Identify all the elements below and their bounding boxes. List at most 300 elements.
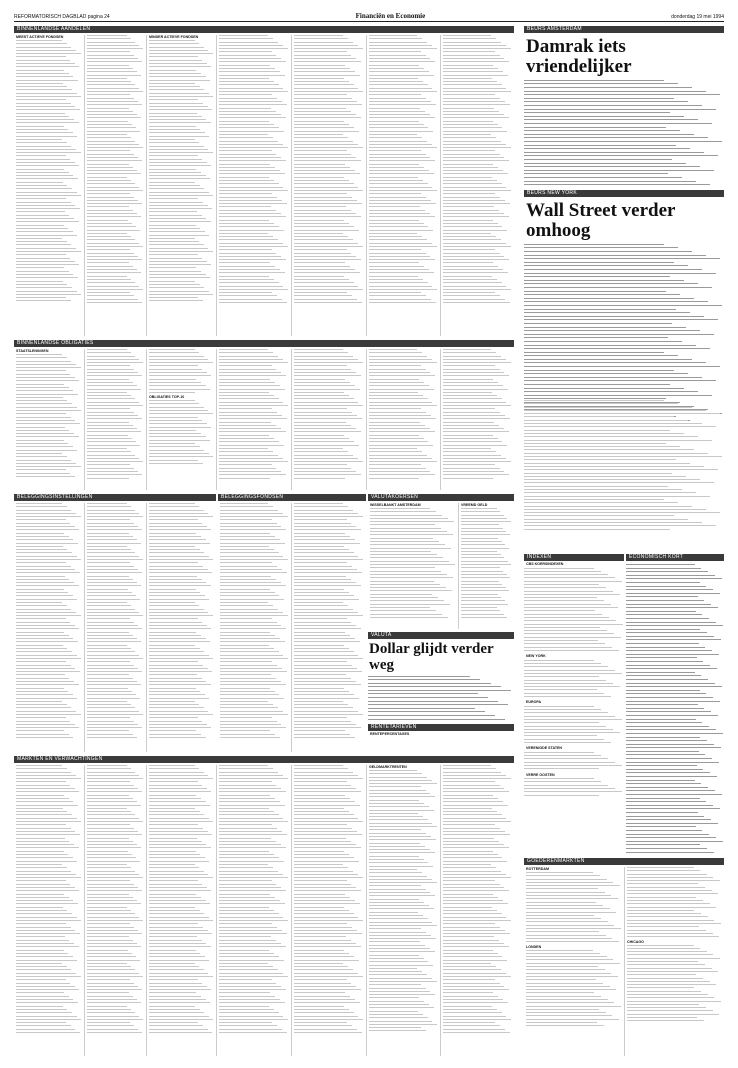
print-line bbox=[294, 698, 359, 699]
print-line bbox=[443, 98, 500, 99]
print-line bbox=[294, 108, 346, 109]
print-line bbox=[87, 592, 132, 593]
print-line bbox=[369, 177, 418, 178]
print-line bbox=[16, 258, 70, 259]
print-line bbox=[219, 986, 281, 987]
print-line bbox=[219, 286, 283, 287]
print-line bbox=[16, 96, 81, 97]
print-line bbox=[16, 628, 79, 629]
print-line bbox=[87, 48, 143, 49]
print-line bbox=[526, 983, 603, 984]
print-line bbox=[87, 834, 142, 835]
print-line bbox=[220, 582, 281, 583]
print-line bbox=[294, 688, 344, 689]
print-line bbox=[220, 717, 272, 718]
print-line bbox=[294, 299, 357, 300]
print-line bbox=[16, 890, 79, 891]
text-lines bbox=[524, 80, 724, 186]
print-line bbox=[16, 701, 62, 702]
print-line bbox=[294, 519, 347, 520]
print-line bbox=[149, 772, 204, 773]
print-line bbox=[524, 269, 702, 270]
print-line bbox=[443, 302, 510, 303]
print-line bbox=[524, 584, 599, 585]
print-line bbox=[524, 574, 608, 575]
print-line bbox=[220, 585, 286, 586]
print-line bbox=[443, 213, 504, 214]
print-line bbox=[16, 808, 63, 809]
print-line bbox=[220, 651, 279, 652]
print-line bbox=[369, 994, 435, 995]
print-line bbox=[16, 155, 66, 156]
meest-actieve-header: MEEST ACTIEVE FONDSEN bbox=[16, 35, 64, 39]
print-line bbox=[149, 162, 207, 163]
print-line bbox=[149, 159, 202, 160]
print-line bbox=[294, 989, 361, 990]
print-line bbox=[220, 684, 286, 685]
print-line bbox=[443, 362, 511, 363]
print-line bbox=[16, 297, 66, 298]
print-line bbox=[16, 645, 63, 646]
print-line bbox=[627, 936, 719, 937]
print-line bbox=[16, 973, 76, 974]
print-line bbox=[626, 729, 716, 730]
print-line bbox=[219, 880, 272, 881]
print-line bbox=[443, 854, 498, 855]
print-line bbox=[626, 679, 708, 680]
print-line bbox=[87, 559, 143, 560]
print-line bbox=[87, 415, 138, 416]
print-line bbox=[626, 596, 698, 597]
print-line bbox=[87, 684, 141, 685]
print-line bbox=[219, 144, 283, 145]
print-line bbox=[87, 239, 135, 240]
print-line bbox=[443, 445, 507, 446]
print-line bbox=[294, 622, 351, 623]
newyork-body bbox=[524, 244, 724, 421]
print-line bbox=[524, 163, 686, 164]
print-line bbox=[16, 549, 67, 550]
text-lines bbox=[16, 765, 82, 1033]
print-line bbox=[149, 811, 200, 812]
print-line bbox=[16, 159, 70, 160]
print-line bbox=[219, 1009, 274, 1010]
print-line bbox=[16, 99, 66, 100]
print-line bbox=[16, 136, 77, 137]
print-line bbox=[294, 1032, 362, 1033]
print-line bbox=[294, 818, 358, 819]
print-line bbox=[149, 648, 200, 649]
print-line bbox=[16, 543, 78, 544]
print-line bbox=[87, 425, 133, 426]
table-lines bbox=[294, 503, 364, 738]
print-line bbox=[87, 831, 138, 832]
print-line bbox=[524, 506, 692, 507]
print-line bbox=[149, 884, 202, 885]
print-line bbox=[524, 312, 690, 313]
print-line bbox=[294, 714, 363, 715]
print-line bbox=[219, 45, 283, 46]
print-line bbox=[294, 645, 344, 646]
print-line bbox=[627, 981, 710, 982]
print-line bbox=[87, 1032, 142, 1033]
print-line bbox=[443, 121, 493, 122]
print-line bbox=[16, 917, 77, 918]
print-line bbox=[294, 279, 349, 280]
print-line bbox=[87, 788, 138, 789]
print-line bbox=[294, 585, 361, 586]
print-line bbox=[16, 694, 73, 695]
print-line bbox=[443, 61, 509, 62]
print-line bbox=[220, 503, 268, 504]
print-line bbox=[627, 903, 710, 904]
print-line bbox=[87, 282, 135, 283]
print-line bbox=[524, 600, 604, 601]
print-line bbox=[443, 1009, 497, 1010]
print-line bbox=[87, 536, 133, 537]
print-line bbox=[149, 142, 199, 143]
print-line bbox=[219, 233, 268, 234]
print-line bbox=[149, 463, 203, 464]
print-line bbox=[16, 172, 69, 173]
print-line bbox=[16, 300, 71, 301]
print-line bbox=[294, 684, 361, 685]
print-line bbox=[443, 230, 507, 231]
print-line bbox=[443, 379, 493, 380]
print-line bbox=[149, 956, 205, 957]
print-line bbox=[524, 719, 622, 720]
print-line bbox=[16, 370, 66, 371]
print-line bbox=[524, 433, 684, 434]
print-line bbox=[219, 279, 274, 280]
print-line bbox=[627, 1001, 721, 1002]
print-line bbox=[87, 781, 130, 782]
print-line bbox=[524, 693, 604, 694]
print-line bbox=[220, 648, 274, 649]
print-line bbox=[87, 88, 139, 89]
print-line bbox=[219, 395, 274, 396]
print-line bbox=[219, 51, 272, 52]
print-line bbox=[294, 828, 352, 829]
print-line bbox=[443, 1012, 502, 1013]
print-line bbox=[627, 870, 700, 871]
print-line bbox=[369, 770, 417, 771]
print-line bbox=[369, 932, 426, 933]
print-line bbox=[369, 1007, 434, 1008]
print-line bbox=[87, 216, 141, 217]
table-lines bbox=[443, 349, 512, 479]
aandelen-col-3 bbox=[146, 35, 216, 336]
print-line bbox=[443, 206, 494, 207]
print-line bbox=[87, 137, 131, 138]
table-lines bbox=[524, 752, 624, 769]
print-line bbox=[294, 131, 359, 132]
print-line bbox=[369, 905, 429, 906]
print-line bbox=[294, 428, 356, 429]
print-line bbox=[369, 872, 422, 873]
print-line bbox=[626, 783, 701, 784]
print-line bbox=[219, 389, 285, 390]
print-line bbox=[461, 508, 497, 509]
print-line bbox=[294, 559, 363, 560]
print-line bbox=[369, 68, 424, 69]
print-line bbox=[87, 249, 130, 250]
print-line bbox=[369, 164, 419, 165]
print-line bbox=[369, 988, 426, 989]
print-line bbox=[443, 989, 509, 990]
print-line bbox=[370, 587, 446, 588]
print-line bbox=[461, 511, 500, 512]
belfonds-col-2 bbox=[291, 503, 366, 752]
print-line bbox=[524, 529, 670, 530]
print-line bbox=[219, 203, 287, 204]
print-line bbox=[87, 798, 133, 799]
print-line bbox=[219, 900, 280, 901]
print-line bbox=[219, 950, 269, 951]
print-line bbox=[220, 671, 287, 672]
print-line bbox=[16, 1006, 63, 1007]
print-line bbox=[526, 908, 610, 909]
print-line bbox=[219, 458, 283, 459]
print-line bbox=[16, 251, 81, 252]
print-line bbox=[524, 109, 716, 110]
print-line bbox=[524, 630, 607, 631]
print-line bbox=[87, 147, 143, 148]
print-line bbox=[443, 239, 501, 240]
print-line bbox=[626, 747, 721, 748]
print-line bbox=[149, 808, 195, 809]
print-line bbox=[524, 778, 594, 779]
print-line bbox=[219, 854, 274, 855]
print-line bbox=[524, 403, 678, 404]
print-line bbox=[369, 852, 435, 853]
print-line bbox=[524, 244, 664, 245]
print-line bbox=[219, 818, 283, 819]
text-lines bbox=[524, 244, 724, 421]
print-line bbox=[149, 730, 196, 731]
print-line bbox=[627, 880, 720, 881]
print-line bbox=[294, 805, 360, 806]
print-line bbox=[368, 693, 478, 694]
print-line bbox=[294, 203, 362, 204]
print-line bbox=[626, 643, 699, 644]
print-line bbox=[627, 964, 705, 965]
print-line bbox=[149, 828, 203, 829]
print-line bbox=[16, 592, 68, 593]
dollar-headline: Dollar glijdt verder weg bbox=[369, 641, 494, 673]
print-line bbox=[149, 375, 211, 376]
print-line bbox=[219, 35, 268, 36]
print-line bbox=[369, 951, 435, 952]
aandelen-col-5 bbox=[291, 35, 366, 336]
print-line bbox=[443, 874, 506, 875]
print-line bbox=[524, 788, 615, 789]
print-line bbox=[87, 655, 139, 656]
print-line bbox=[443, 986, 504, 987]
print-line bbox=[87, 173, 141, 174]
print-line bbox=[524, 502, 678, 503]
print-line bbox=[149, 632, 196, 633]
print-line bbox=[294, 943, 356, 944]
print-line bbox=[524, 352, 664, 353]
print-line bbox=[149, 562, 198, 563]
print-line bbox=[87, 220, 128, 221]
print-line bbox=[87, 418, 142, 419]
print-line bbox=[369, 352, 422, 353]
print-line bbox=[294, 193, 347, 194]
print-line bbox=[294, 1025, 352, 1026]
print-line bbox=[369, 958, 424, 959]
print-line bbox=[526, 938, 612, 939]
print-line bbox=[16, 724, 75, 725]
print-line bbox=[627, 954, 713, 955]
print-line bbox=[149, 768, 199, 769]
print-line bbox=[369, 803, 424, 804]
print-line bbox=[87, 299, 138, 300]
print-line bbox=[524, 689, 597, 690]
print-line bbox=[294, 402, 358, 403]
print-line bbox=[16, 625, 75, 626]
print-line bbox=[87, 1019, 143, 1020]
print-line bbox=[626, 683, 715, 684]
print-line bbox=[219, 114, 281, 115]
print-line bbox=[87, 448, 127, 449]
print-line bbox=[16, 661, 66, 662]
print-line bbox=[87, 369, 134, 370]
print-line bbox=[294, 356, 353, 357]
print-line bbox=[219, 108, 271, 109]
print-line bbox=[524, 673, 622, 674]
print-line bbox=[149, 999, 206, 1000]
print-line bbox=[149, 294, 213, 295]
print-line bbox=[16, 910, 67, 911]
section-bar-valuta: VALUTA bbox=[368, 632, 514, 639]
print-line bbox=[16, 801, 73, 802]
print-line bbox=[294, 464, 347, 465]
print-line bbox=[524, 795, 599, 796]
print-line bbox=[16, 665, 71, 666]
print-line bbox=[369, 823, 432, 824]
print-line bbox=[626, 704, 698, 705]
print-line bbox=[294, 727, 361, 728]
print-line bbox=[149, 510, 204, 511]
print-line bbox=[149, 379, 196, 380]
print-line bbox=[87, 576, 129, 577]
print-line bbox=[149, 727, 211, 728]
print-line bbox=[219, 907, 269, 908]
print-line bbox=[87, 681, 137, 682]
print-line bbox=[219, 365, 272, 366]
print-line bbox=[294, 572, 362, 573]
print-line bbox=[87, 811, 131, 812]
print-line bbox=[16, 648, 67, 649]
print-line bbox=[16, 864, 62, 865]
print-line bbox=[443, 94, 495, 95]
print-line bbox=[627, 978, 703, 979]
print-line bbox=[443, 282, 502, 283]
print-line bbox=[369, 866, 433, 867]
print-line bbox=[443, 42, 501, 43]
print-line bbox=[219, 48, 288, 49]
print-line bbox=[461, 610, 500, 611]
print-line bbox=[368, 679, 480, 680]
print-line bbox=[149, 369, 202, 370]
print-line bbox=[149, 519, 198, 520]
print-line bbox=[219, 788, 281, 789]
print-line bbox=[369, 147, 437, 148]
obligaties-col-2 bbox=[84, 349, 146, 490]
print-line bbox=[16, 811, 67, 812]
print-line bbox=[524, 294, 680, 295]
print-line bbox=[149, 267, 196, 268]
print-line bbox=[219, 946, 286, 947]
print-line bbox=[220, 552, 279, 553]
print-line bbox=[369, 356, 427, 357]
print-line bbox=[294, 625, 356, 626]
print-line bbox=[87, 605, 131, 606]
print-line bbox=[16, 142, 67, 143]
print-line bbox=[294, 375, 361, 376]
print-line bbox=[219, 127, 279, 128]
print-line bbox=[294, 451, 348, 452]
print-line bbox=[149, 248, 208, 249]
aandelen-col-2 bbox=[84, 35, 146, 336]
print-line bbox=[219, 266, 275, 267]
print-line bbox=[87, 51, 130, 52]
print-line bbox=[87, 880, 130, 881]
print-line bbox=[524, 781, 601, 782]
print-line bbox=[16, 824, 66, 825]
print-line bbox=[524, 597, 597, 598]
print-line bbox=[149, 927, 203, 928]
table-lines bbox=[149, 349, 214, 393]
print-line bbox=[369, 783, 437, 784]
print-line bbox=[369, 137, 422, 138]
print-line bbox=[149, 529, 211, 530]
print-line bbox=[149, 785, 202, 786]
print-line bbox=[526, 885, 620, 886]
print-line bbox=[219, 428, 281, 429]
print-line bbox=[294, 973, 358, 974]
print-line bbox=[369, 402, 432, 403]
print-line bbox=[524, 334, 714, 335]
print-line bbox=[87, 78, 127, 79]
print-line bbox=[87, 691, 132, 692]
print-line bbox=[16, 737, 73, 738]
print-line bbox=[369, 464, 421, 465]
print-line bbox=[369, 395, 423, 396]
print-line bbox=[87, 838, 129, 839]
print-line bbox=[149, 986, 207, 987]
print-line bbox=[149, 228, 200, 229]
print-line bbox=[219, 104, 287, 105]
print-line bbox=[16, 1019, 81, 1020]
print-line bbox=[294, 668, 357, 669]
print-line bbox=[443, 418, 510, 419]
print-line bbox=[461, 515, 504, 516]
print-line bbox=[627, 897, 696, 898]
print-line bbox=[294, 536, 350, 537]
print-line bbox=[524, 716, 615, 717]
print-line bbox=[526, 963, 620, 964]
print-line bbox=[461, 534, 510, 535]
print-line bbox=[16, 589, 64, 590]
print-line bbox=[294, 986, 356, 987]
print-line bbox=[87, 117, 141, 118]
print-line bbox=[524, 571, 601, 572]
print-line bbox=[369, 213, 430, 214]
print-line bbox=[443, 976, 511, 977]
